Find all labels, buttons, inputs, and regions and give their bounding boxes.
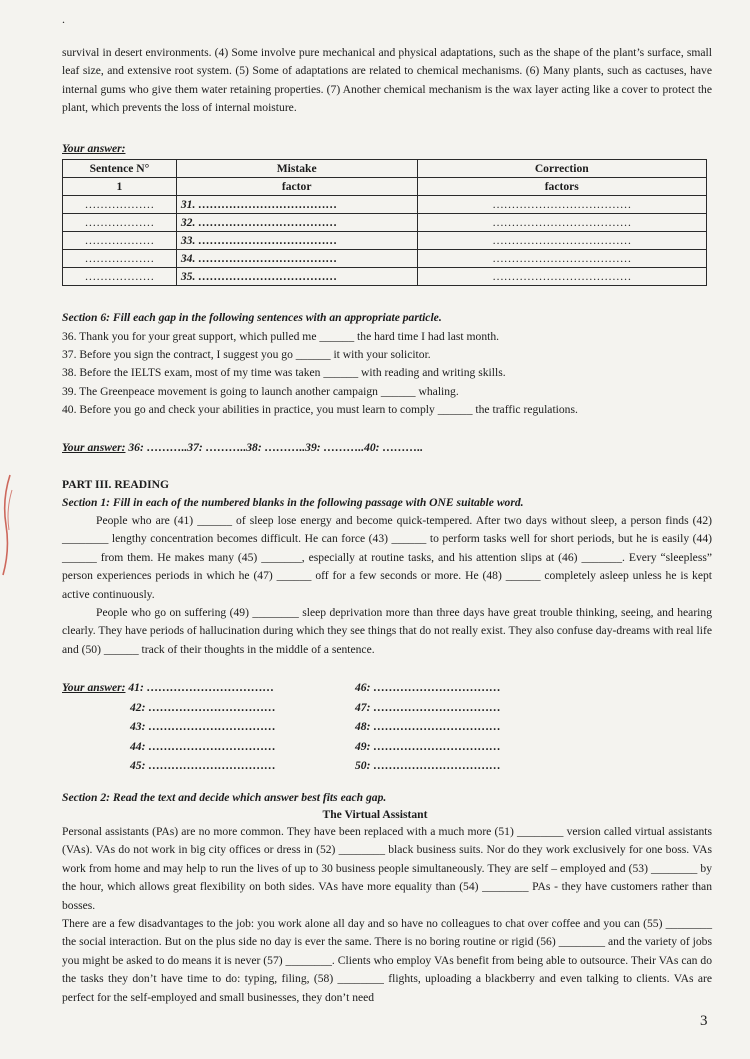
table-cell: 1	[63, 178, 177, 196]
table-cell: factors	[417, 178, 706, 196]
table-cell[interactable]: 34. ………………………………	[176, 250, 417, 268]
question-40: 40. Before you go and check your abilities in practice, you must learn to comply ______ the traffic regulations.	[62, 403, 578, 416]
your-answer-label: Your answer:	[62, 142, 126, 155]
part3-title: PART III. READING	[62, 478, 170, 491]
reading-paragraph-1: People who are (41) ______ of sleep lose energy and become quick-tempered. After two days without sleep, a person finds (42) ________ lengthy concentration becomes difficult. He can force (43) ______ to perform tasks well for short periods, but he is easily (44) ______ from them. He makes many (45) _______, especially at routine tasks, and his attention slips at (46) _______. Every “sleepless” person experiences periods in which he (47) ______ off for a few seconds or more. He (48) ______ completely asleep unless he is kept active continuously.	[62, 514, 712, 601]
table-cell[interactable]: ………………………………	[417, 196, 706, 214]
answer-50[interactable]: 50: ……………………………	[355, 759, 501, 773]
header-sentence: Sentence N°	[63, 160, 177, 178]
table-row	[63, 178, 707, 196]
table-cell[interactable]: ………………………………	[417, 250, 706, 268]
table-row	[63, 232, 707, 250]
section6-title: Section 6: Fill each gap in the following sentences with an appropriate particle.	[62, 311, 442, 324]
answer-41[interactable]: 41: ……………………………	[125, 681, 275, 694]
table-cell[interactable]: ………………………………	[417, 232, 706, 250]
table-cell[interactable]: ………………………………	[417, 214, 706, 232]
question-37: 37. Before you sign the contract, I suggest you go ______ it with your solicitor.	[62, 348, 431, 361]
answer-43[interactable]: 43: ……………………………	[130, 720, 276, 734]
answer-42[interactable]: 42: ……………………………	[130, 700, 276, 714]
table-cell[interactable]: ………………………………	[417, 268, 706, 286]
answer-47[interactable]: 47: ……………………………	[355, 700, 501, 714]
part3-answer-label: Your answer:	[62, 681, 126, 694]
virtual-assistant-paragraph-2: There are a few disadvantages to the job: you work alone all day and so have no colleagues to chat over coffee and you can (55) ________ the social interaction. But on the plus side no day is ever the same. There is no boring routine or rigid (56) ________ and the variety of jobs you might be asked to do means it is never (57) ________. Clients who employ VAs benefit from being able to outsource. Their VAs can do the tasks they don’t have time to do: typing, filing, (58) ________ flights, uploading a blackberry and even talking to clients. VAs are perfect for the self-employed and small businesses, they don’t need	[62, 917, 712, 1004]
answer-46[interactable]: 46: ……………………………	[355, 681, 501, 694]
table-cell[interactable]: 33. ………………………………	[176, 232, 417, 250]
page-number: 3	[700, 1013, 708, 1029]
table-cell[interactable]: 31. ………………………………	[176, 196, 417, 214]
table-cell: factor	[176, 178, 417, 196]
answers-41-45	[62, 678, 276, 776]
passage-title: The Virtual Assistant	[322, 808, 428, 821]
virtual-assistant-paragraph-1: Personal assistants (PAs) are no more common. They have been replaced with a much more (51) ________ version called virtual assistants (VAs). VAs do not work in big city offices or dress in (52) ________ black business suits. Nor do they work exclusively for one boss. VAs work from home and may help to run the lives of up to 30 business people simultaneously. They are self – employed and (53) ________ by the hour, which allows great flexibility on both sides. VAs have more equality than (54) ________ PAs - they have customers rather than bosses.	[62, 825, 712, 912]
answers-46-50	[355, 678, 501, 776]
answer-table	[62, 159, 707, 286]
header-correction: Correction	[417, 160, 706, 178]
question-36: 36. Thank you for your great support, which pulled me ______ the hard time I had last month.	[62, 330, 500, 343]
section6-answer-label: Your answer:	[62, 441, 126, 454]
answer-48[interactable]: 48: ……………………………	[355, 720, 501, 734]
answer-49[interactable]: 49: ……………………………	[355, 739, 501, 753]
header-mistake: Mistake	[176, 160, 417, 178]
table-row	[63, 196, 707, 214]
table-row	[63, 268, 707, 286]
part3-section1-title: Section 1: Fill in each of the numbered blanks in the following passage with ONE suitable word.	[62, 496, 524, 509]
table-cell[interactable]: 32. ………………………………	[176, 214, 417, 232]
top-mark: .	[62, 12, 65, 26]
section2-title: Section 2: Read the text and decide which answer best fits each gap.	[62, 791, 387, 804]
table-cell[interactable]: 35. ………………………………	[176, 268, 417, 286]
red-stamp-edge	[0, 470, 14, 580]
table-header-row	[63, 160, 707, 178]
table-cell[interactable]: ………………	[63, 250, 177, 268]
table-cell[interactable]: ………………	[63, 196, 177, 214]
section6-answer-line	[62, 439, 423, 456]
reading-paragraph-2: People who go on suffering (49) ________ sleep deprivation more than three days have great trouble thinking, seeing, and hearing clearly. They have periods of hallucination during which they see things that do not really exist. They also confuse day-dreams with real life and (50) ______ track of their thoughts in the middle of a sentence.	[62, 606, 712, 656]
intro-paragraph: survival in desert environments. (4) Some involve pure mechanical and physical adaptations, such as the shape of the plant’s surface, small leaf size, and extensive root system. (5) Some of adaptations are related to chemical mechanisms. (6) Many plants, such as cactuses, have internal gums who give them water retaining properties. (7) Another chemical mechanism is the wax layer acting like a cover to protect the plant, which prevents the loss of internal moisture.	[62, 46, 712, 115]
section6-answer-blanks[interactable]: 36: ………..37: ………..38: ………..39: ………..40: ………..	[125, 441, 424, 454]
question-38: 38. Before the IELTS exam, most of my time was taken ______ with reading and writing skills.	[62, 366, 506, 379]
table-cell[interactable]: ………………	[63, 232, 177, 250]
table-row	[63, 214, 707, 232]
answer-45[interactable]: 45: ……………………………	[130, 759, 276, 773]
table-cell[interactable]: ………………	[63, 268, 177, 286]
table-cell[interactable]: ………………	[63, 214, 177, 232]
table-row	[63, 250, 707, 268]
question-39: 39. The Greenpeace movement is going to launch another campaign ______ whaling.	[62, 385, 459, 398]
answer-44[interactable]: 44: ……………………………	[130, 739, 276, 753]
